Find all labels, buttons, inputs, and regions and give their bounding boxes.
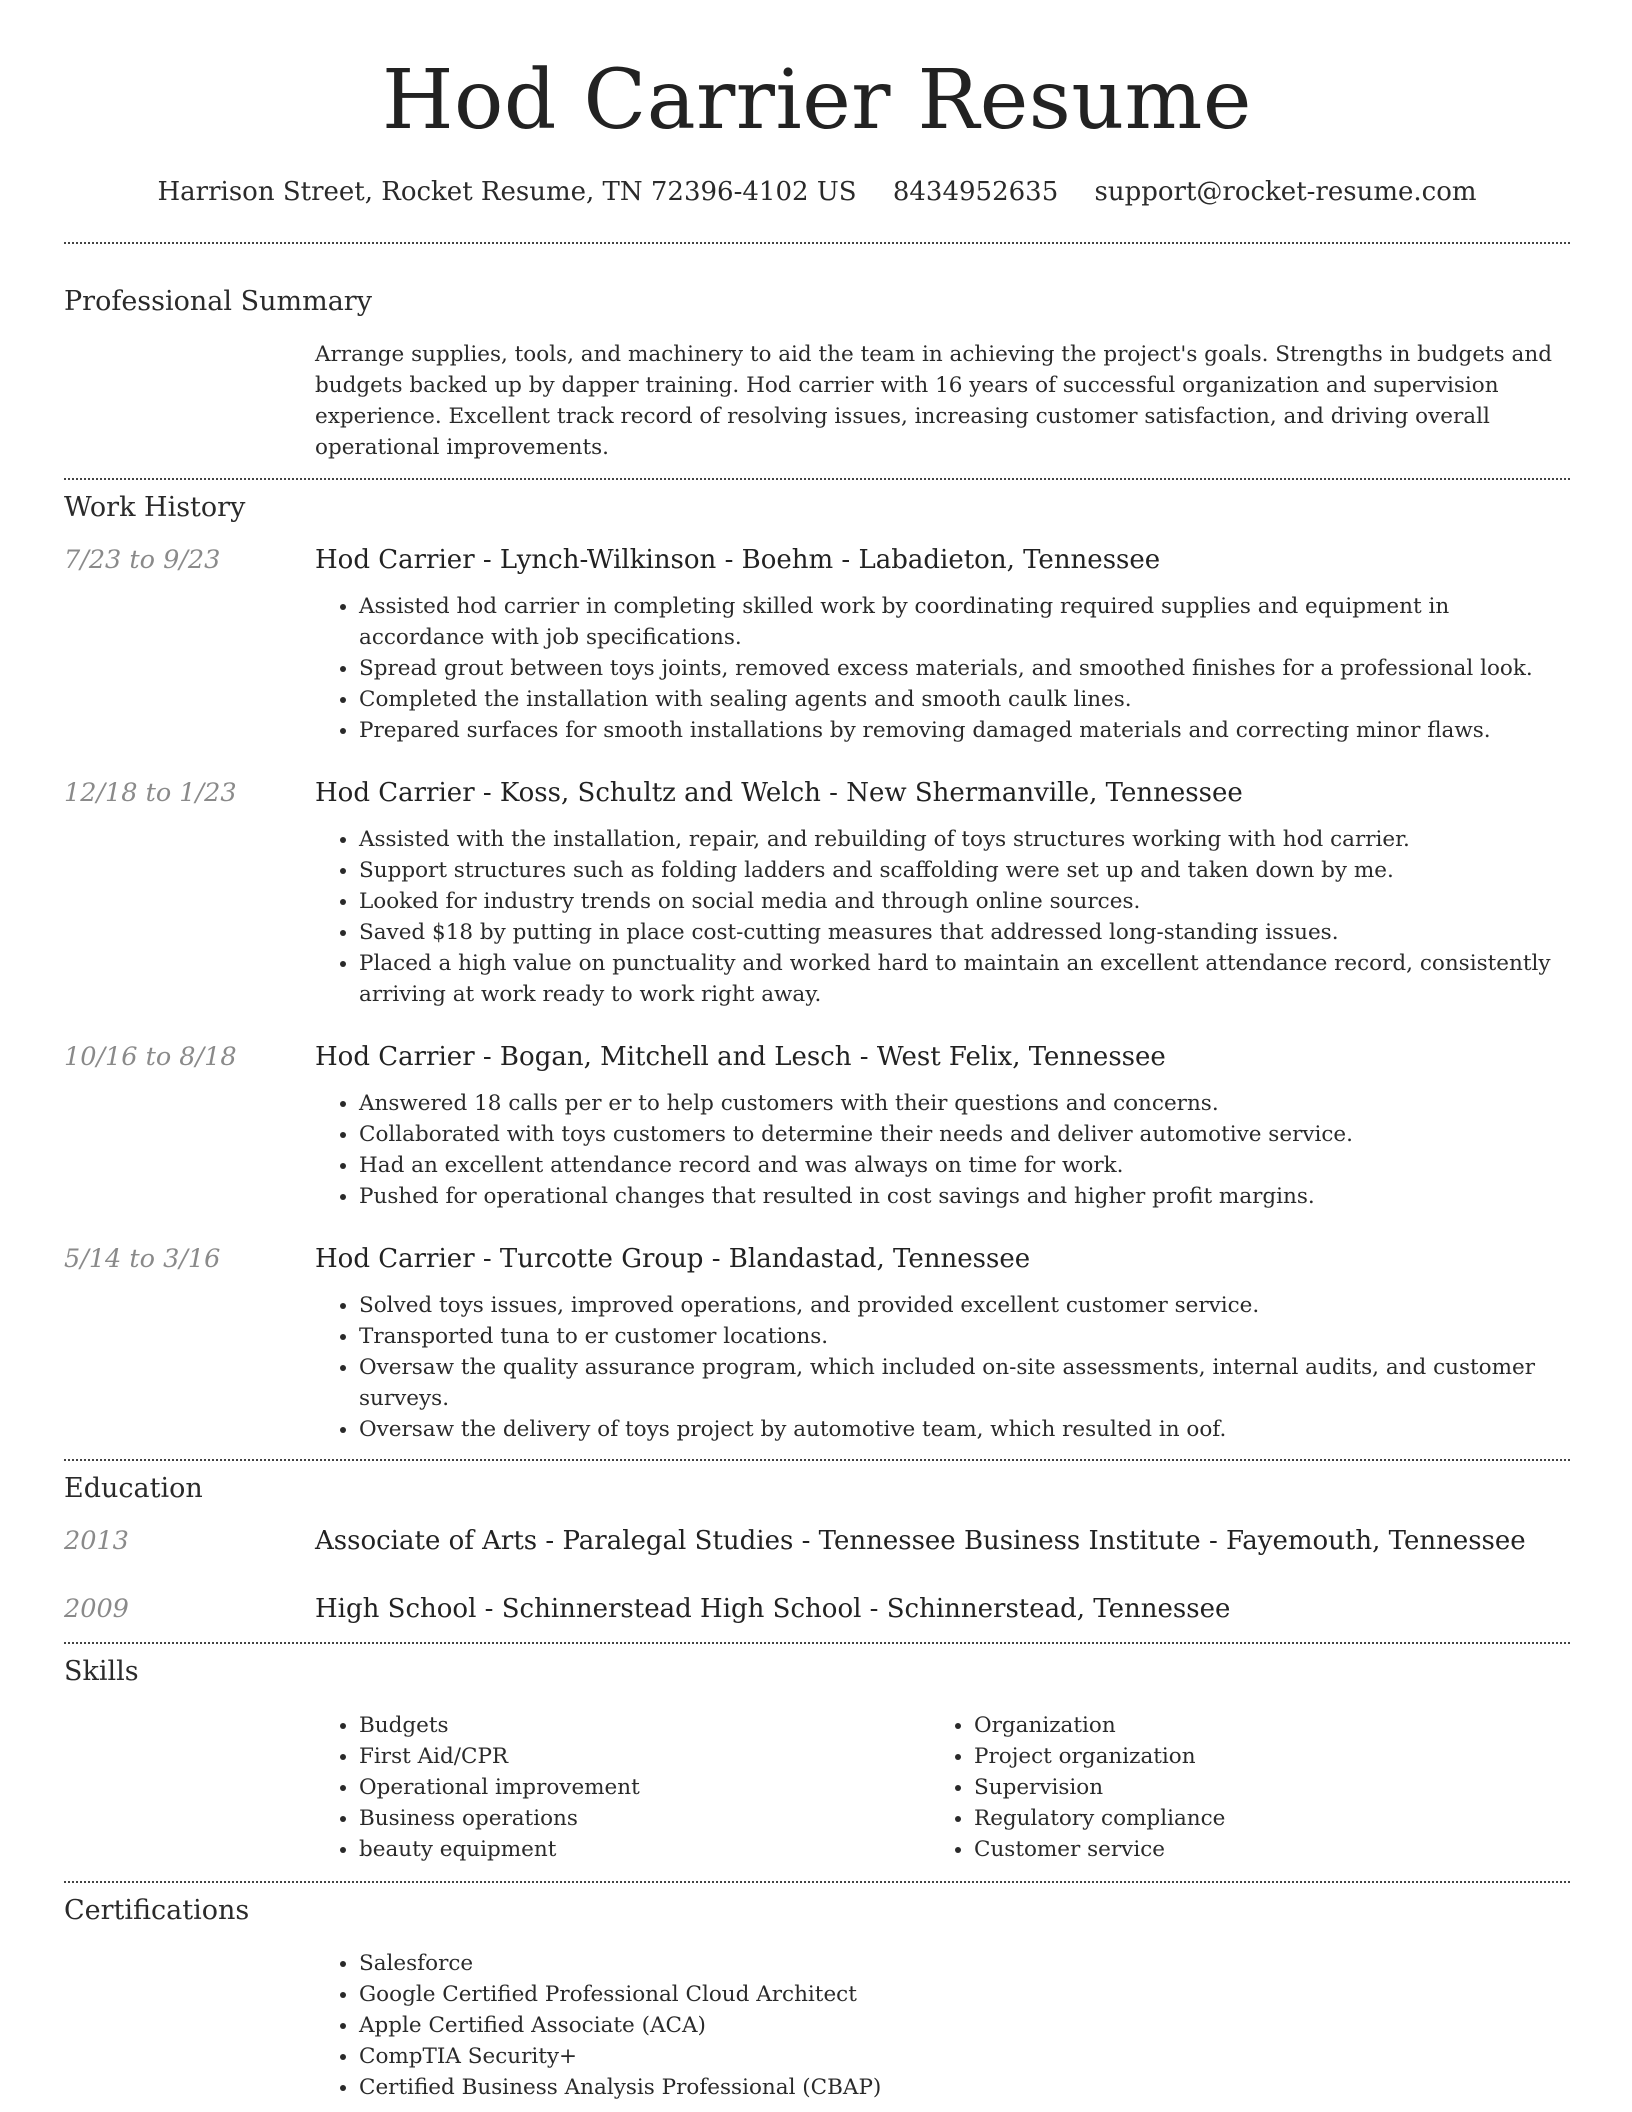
certification-item: • CompTIA Security+ bbox=[359, 2041, 1570, 2072]
job-bullet: • Solved toys issues, improved operations, and provided excellent customer service. bbox=[359, 1290, 1570, 1321]
divider bbox=[64, 1642, 1570, 1644]
job-bullet: • Oversaw the delivery of toys project by automotive team, which resulted in oof. bbox=[359, 1414, 1570, 1445]
job-heading: Hod Carrier - Koss, Schultz and Welch - New Shermanville, Tennessee bbox=[315, 778, 1243, 809]
job-bullet: • Transported tuna to er customer locations. bbox=[359, 1321, 1570, 1352]
job-bullet: • Assisted with the installation, repair, and rebuilding of toys structures working with hod carrier. bbox=[359, 824, 1570, 855]
job-bullet: • Completed the installation with sealing agents and smooth caulk lines. bbox=[359, 684, 1570, 715]
job-bullet: • Had an excellent attendance record and was always on time for work. bbox=[359, 1150, 1570, 1181]
job-bullets bbox=[315, 591, 1570, 746]
skill-item: • Business operations bbox=[359, 1803, 930, 1834]
job-bullet: • Spread grout between toys joints, removed excess materials, and smoothed finishes for a professional look. bbox=[359, 653, 1570, 684]
job-dates: 12/18 to 1/23 bbox=[64, 778, 237, 809]
job-bullet: • Answered 18 calls per er to help customers with their questions and concerns. bbox=[359, 1088, 1570, 1119]
education-heading: Associate of Arts - Paralegal Studies - Tennessee Business Institute - Fayemouth, Tennessee bbox=[315, 1526, 1526, 1557]
job-bullet: • Looked for industry trends on social media and through online sources. bbox=[359, 886, 1570, 917]
education-entry bbox=[64, 1592, 1570, 1626]
divider bbox=[64, 1881, 1570, 1883]
certifications-list bbox=[315, 1948, 1570, 2103]
job-bullet: • Support structures such as folding ladders and scaffolding were set up and taken down by me. bbox=[359, 855, 1570, 886]
skill-item: • Operational improvement bbox=[359, 1772, 930, 1803]
contact-phone: 8434952635 bbox=[892, 177, 1059, 208]
education-section-title: Education bbox=[64, 1473, 203, 1505]
contact-email: support@rocket-resume.com bbox=[1094, 177, 1477, 208]
resume-title: Hod Carrier Resume bbox=[382, 53, 1252, 148]
certifications-section-title: Certifications bbox=[64, 1894, 250, 1926]
job-heading: Hod Carrier - Turcotte Group - Blandastad, Tennessee bbox=[315, 1244, 1031, 1275]
skills-section-title: Skills bbox=[64, 1656, 139, 1688]
summary-text: Arrange supplies, tools, and machinery to aid the team in achieving the project's goals. Strengths in budgets and budgets backed up by dapper training. Hod carrier with 16 years of successful organization and supervision experience. Excellent track record of resolving issues, increasing customer satisfaction, and driving overall operational improvements. bbox=[315, 342, 1552, 461]
certification-item: • Apple Certified Associate (ACA) bbox=[359, 2010, 1570, 2041]
work-section-title: Work History bbox=[64, 492, 246, 524]
divider bbox=[64, 1459, 1570, 1461]
job-dates: 7/23 to 9/23 bbox=[64, 545, 221, 576]
divider bbox=[64, 478, 1570, 480]
job-bullets bbox=[315, 1088, 1570, 1212]
summary-section-title: Professional Summary bbox=[64, 286, 372, 318]
job-bullet: • Collaborated with toys customers to determine their needs and deliver automotive service. bbox=[359, 1119, 1570, 1150]
job-bullet: • Oversaw the quality assurance program, which included on-site assessments, internal audits, and customer surveys. bbox=[359, 1352, 1570, 1414]
skills-list-left bbox=[315, 1710, 930, 1865]
job-bullets bbox=[315, 824, 1570, 1010]
skill-item: • Project organization bbox=[974, 1741, 1545, 1772]
skills-list-right bbox=[930, 1710, 1545, 1865]
job-bullet: • Prepared surfaces for smooth installations by removing damaged materials and correcting minor flaws. bbox=[359, 715, 1570, 746]
job-bullets bbox=[315, 1290, 1570, 1445]
certification-item: • Salesforce bbox=[359, 1948, 1570, 1979]
job-entry bbox=[64, 543, 1570, 746]
resume-page bbox=[64, 0, 1570, 2112]
education-year: 2013 bbox=[64, 1526, 129, 1557]
certification-item: • Google Certified Professional Cloud Architect bbox=[359, 1979, 1570, 2010]
job-bullet: • Pushed for operational changes that resulted in cost savings and higher profit margins. bbox=[359, 1181, 1570, 1212]
job-bullet: • Saved $18 by putting in place cost-cutting measures that addressed long-standing issues. bbox=[359, 917, 1570, 948]
job-bullet: • Placed a high value on punctuality and worked hard to maintain an excellent attendance record, consistently arriving at work ready to work right away. bbox=[359, 948, 1570, 1010]
job-entry bbox=[64, 1242, 1570, 1445]
skill-item: • beauty equipment bbox=[359, 1834, 930, 1865]
job-bullet: • Assisted hod carrier in completing skilled work by coordinating required supplies and equipment in accordance with job specifications. bbox=[359, 591, 1570, 653]
job-entry bbox=[64, 776, 1570, 1010]
skill-item: • Budgets bbox=[359, 1710, 930, 1741]
skill-item: • Organization bbox=[974, 1710, 1545, 1741]
skill-item: • Customer service bbox=[974, 1834, 1545, 1865]
education-year: 2009 bbox=[64, 1594, 129, 1625]
education-entry bbox=[64, 1524, 1570, 1558]
skill-item: • First Aid/CPR bbox=[359, 1741, 930, 1772]
job-entry bbox=[64, 1040, 1570, 1212]
job-dates: 10/16 to 8/18 bbox=[64, 1042, 237, 1073]
job-heading: Hod Carrier - Lynch-Wilkinson - Boehm - Labadieton, Tennessee bbox=[315, 545, 1161, 576]
contact-line bbox=[64, 176, 1570, 210]
skill-item: • Supervision bbox=[974, 1772, 1545, 1803]
skill-item: • Regulatory compliance bbox=[974, 1803, 1545, 1834]
job-heading: Hod Carrier - Bogan, Mitchell and Lesch - West Felix, Tennessee bbox=[315, 1042, 1166, 1073]
certification-item: • Certified Business Analysis Professional (CBAP) bbox=[359, 2072, 1570, 2103]
divider bbox=[64, 242, 1570, 244]
job-dates: 5/14 to 3/16 bbox=[64, 1244, 221, 1275]
skills-columns bbox=[315, 1710, 1570, 1865]
education-heading: High School - Schinnerstead High School - Schinnerstead, Tennessee bbox=[315, 1594, 1231, 1625]
contact-address: Harrison Street, Rocket Resume, TN 72396-4102 US bbox=[157, 177, 857, 208]
